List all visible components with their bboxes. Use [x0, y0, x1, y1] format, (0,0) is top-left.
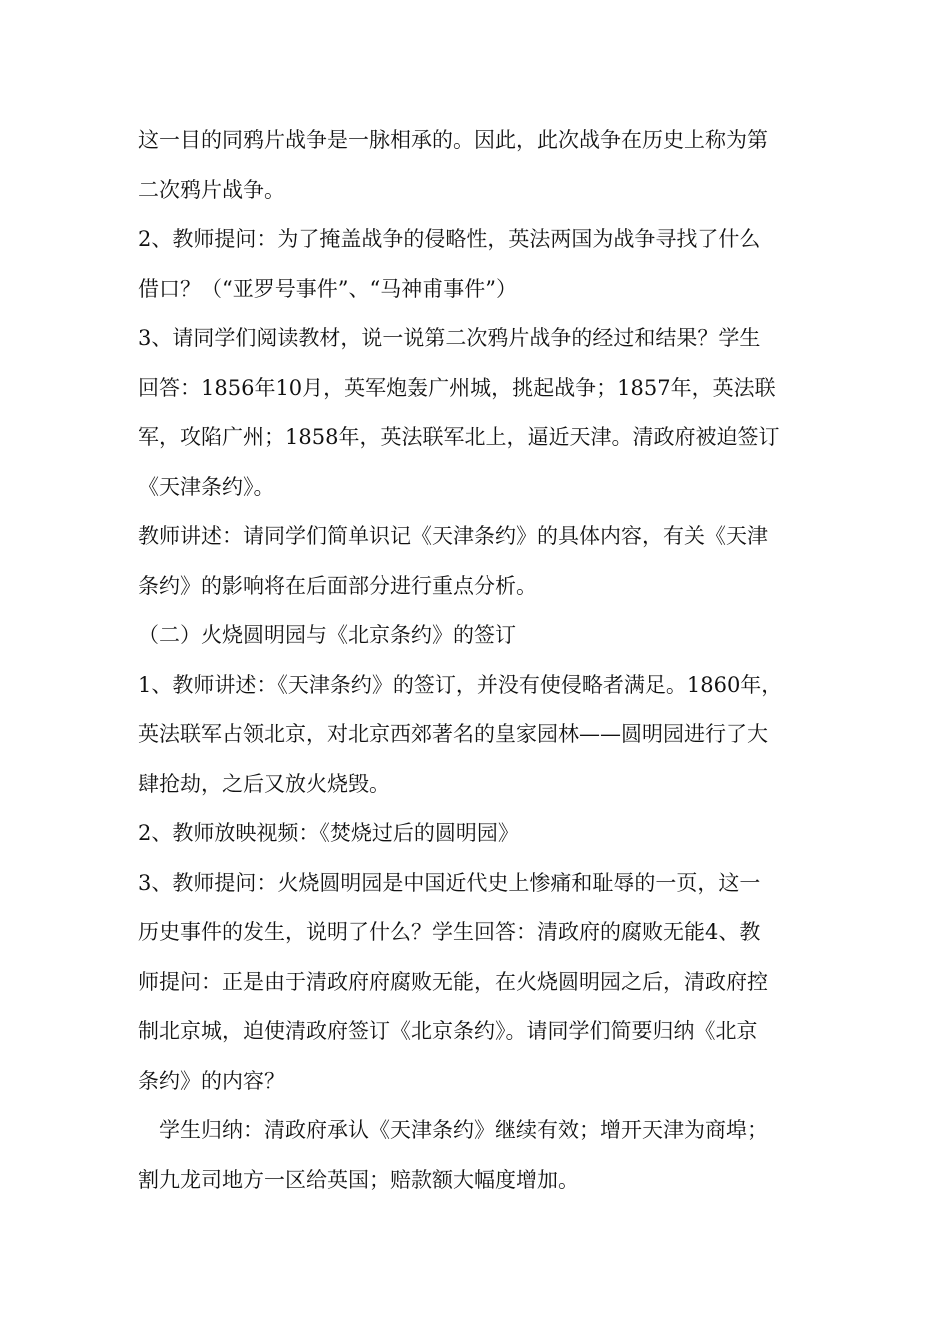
paragraph-3 [138, 314, 818, 512]
paragraph-2 [138, 215, 818, 314]
paragraph-9 [138, 1106, 818, 1205]
text-line: 肆抢劫，之后又放火烧毁。 [138, 771, 390, 796]
text-line: 师提问：正是由于清政府府腐败无能，在火烧圆明园之后，清政府控 [138, 969, 768, 994]
text-line: 制北京城，迫使清政府签订《北京条约》。请同学们简要归纳《北京 [138, 1019, 758, 1043]
text-line: 二次鸦片战争。 [138, 177, 285, 202]
text-line: 学生归纳：清政府承认《天津条约》继续有效；增开天津为商埠； [159, 1118, 768, 1142]
paragraph-4 [138, 512, 818, 611]
text-line: 1、教师讲述：《天津条约》的签订，并没有使侵略者满足。1860年， [138, 672, 783, 697]
text-line: 教师讲述：请同学们简单识记《天津条约》的具体内容，有关《天津 [138, 524, 768, 548]
document-body [138, 116, 818, 1205]
text-line: 2、教师放映视频：《焚烧过后的圆明园》 [138, 821, 519, 845]
text-line: 回答：1856年10月，英军炮轰广州城，挑起战争；1857年，英法联 [138, 375, 776, 400]
text-line: 割九龙司地方一区给英国；赔款额大幅度增加。 [138, 1167, 579, 1192]
paragraph-7 [138, 809, 818, 859]
text-line: 这一目的同鸦片战争是一脉相承的。因此，此次战争在历史上称为第 [138, 128, 768, 152]
paragraph-1 [138, 116, 818, 215]
text-line: 英法联军占领北京，对北京西郊著名的皇家园林——圆明园进行了大 [138, 722, 768, 746]
text-line: 《天津条约》。 [138, 474, 275, 499]
paragraph-6 [138, 661, 818, 810]
text-line: 条约》的内容？ [138, 1068, 285, 1093]
section-heading [138, 611, 818, 661]
text-line: 3、教师提问：火烧圆明园是中国近代史上惨痛和耻辱的一页，这一 [138, 870, 761, 895]
text-line: 借口？（“亚罗号事件”、“马神甫事件”） [138, 276, 517, 301]
text-line: 条约》的影响将在后面部分进行重点分析。 [138, 573, 537, 598]
text-line: 军，攻陷广州；1858年，英法联军北上，逼近天津。清政府被迫签订 [138, 425, 780, 449]
text-line: 3、请同学们阅读教材，说一说第二次鸦片战争的经过和结果？学生 [138, 326, 761, 350]
text-line: 历史事件的发生，说明了什么？学生回答：清政府的腐败无能4、教 [138, 920, 761, 944]
text-line: （二）火烧圆明园与《北京条约》的签订 [138, 623, 516, 647]
text-line: 2、教师提问：为了掩盖战争的侵略性，英法两国为战争寻找了什么 [138, 227, 761, 251]
paragraph-8 [138, 859, 818, 1107]
